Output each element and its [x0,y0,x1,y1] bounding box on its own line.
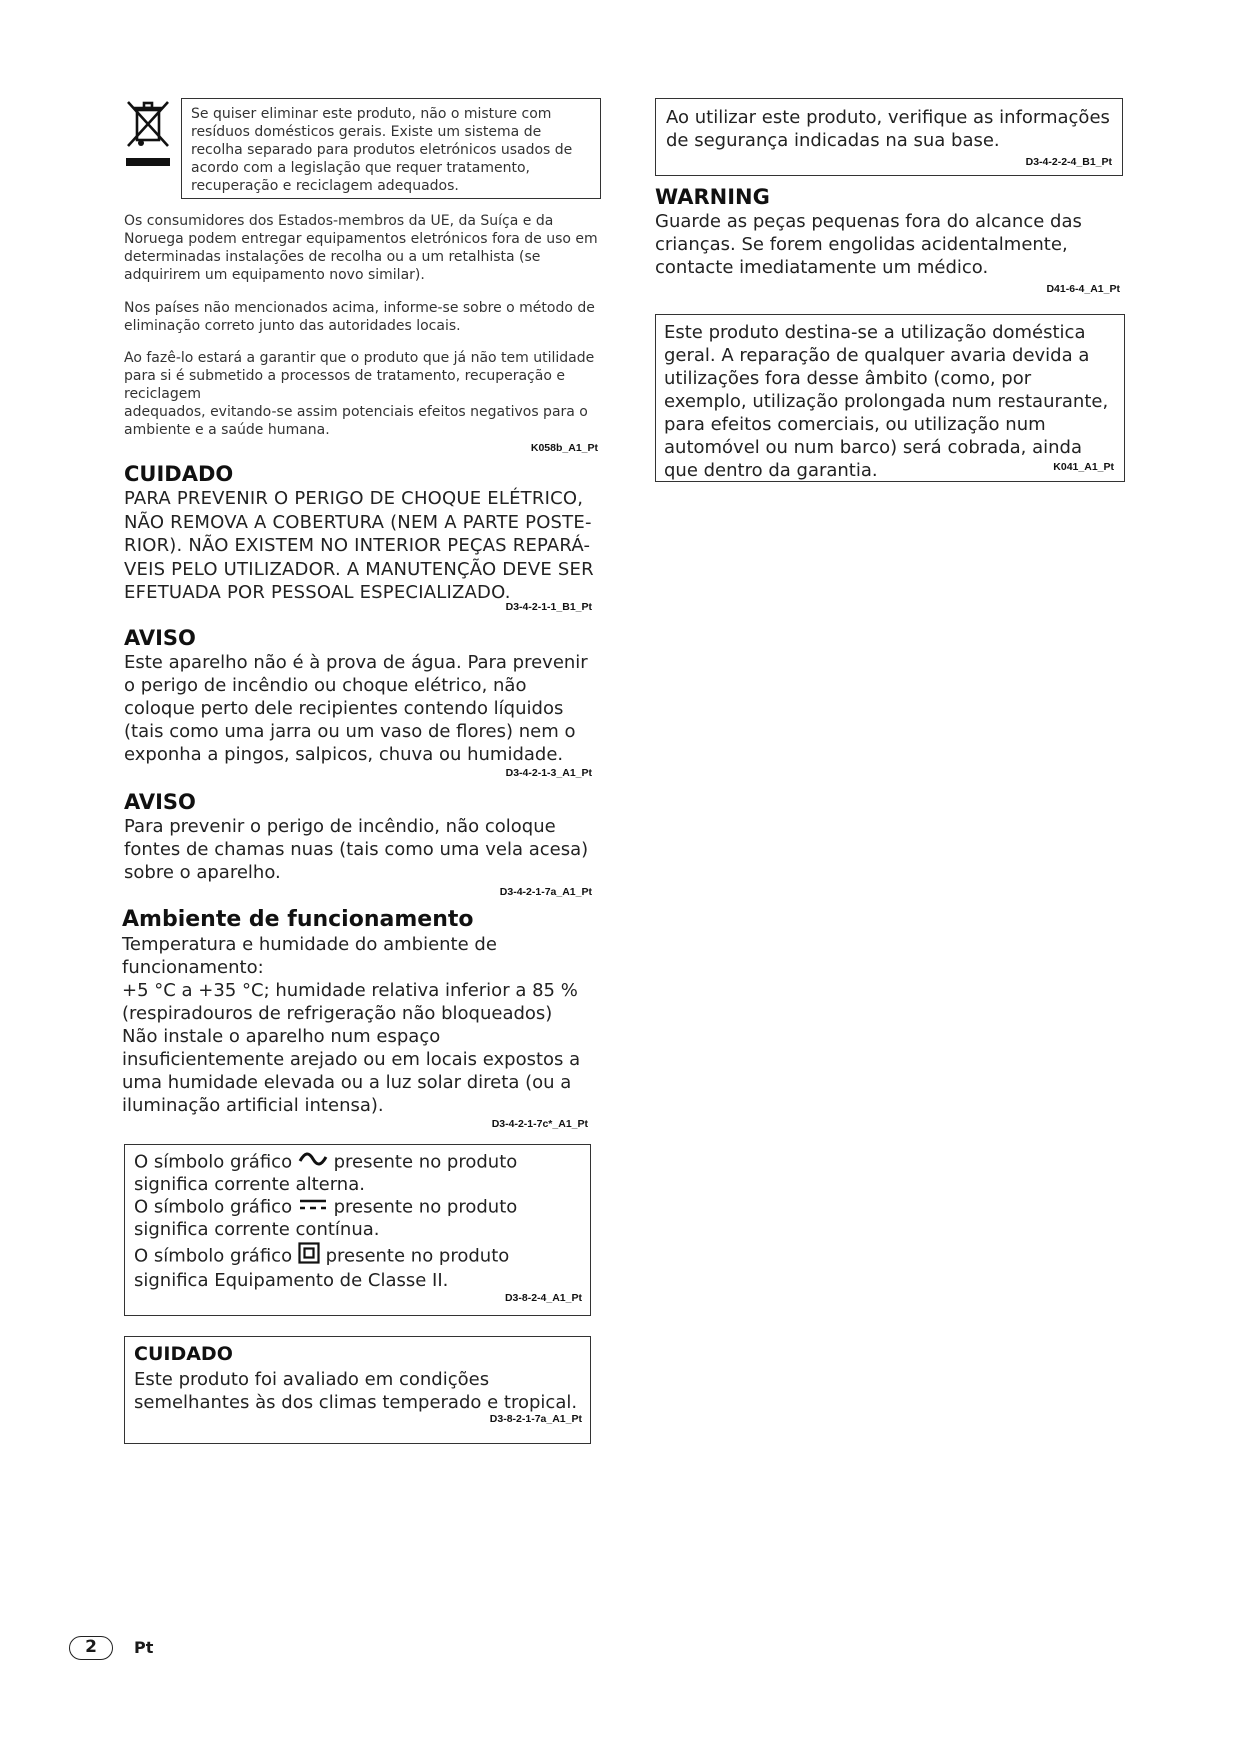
weee-benefit-paragraph-b: adequados, evitando-se assim potenciais efeitos negativos para o ambiente e a saúde humana. [124,404,588,438]
weee-other-countries-paragraph: Nos países não mencionados acima, informe-se sobre o método de eliminação correto junto das autoridades locais. [124,300,595,334]
direct-current-icon [298,1196,328,1219]
domestic-use-text: Este produto destina-se a utilização doméstica geral. A reparação de qualquer avaria devida a utilizações fora desse âmbito (como, por exemplo, utilização prolongada num restaurante, para efeitos comerciais, ou utilização num automóvel ou num barco) será cobrada, ainda que dentro da garantia. [664,322,1109,481]
page-number: 2 [85,1637,97,1657]
warning-small-parts-text: Guarde as peças pequenas fora do alcance das crianças. Se forem engolidas acidentalmente, contacte imediatamente um médico. [655,211,1082,278]
weee-consumers-paragraph: Os consumidores dos Estados-membros da UE, da Suíça e da Noruega podem entregar equipamentos eletrónicos fora de uso em determinadas instalações de recolha ou a um retalhista (se adquirirem um equipamento novo similar). [124,213,598,283]
cuidado-climate-text: Este produto foi avaliado em condições semelhantes às dos climas temperado e tropical. [134,1369,578,1413]
reference-code: D3-4-2-1-1_B1_Pt [505,601,592,613]
weee-benefit-paragraph-a: Ao fazê-lo estará a garantir que o produto que já não tem utilidade para si é submetido a processos de tratamento, recuperação e reciclagem [124,350,595,402]
reference-code: D3-4-2-1-3_A1_Pt [505,767,592,779]
dc-symbol-prefix: O símbolo gráfico [134,1196,293,1218]
ambiente-install-text: Não instale o aparelho num espaço insuficientemente arejado ou em locais expostos a uma humidade elevada ou a luz solar direta (ou a iluminação artificial intensa). [122,1026,581,1116]
dc-symbol-meaning: presente no produto significa corrente contínua. [134,1196,518,1240]
reference-code: D3-8-2-1-7a_A1_Pt [489,1413,582,1425]
page-number-badge [69,1636,113,1660]
reference-code: D3-4-2-1-7a_A1_Pt [499,886,592,898]
ambiente-heading: Ambiente de funcionamento [122,907,474,932]
weee-notice-text: Se quiser eliminar este produto, não o misture com resíduos domésticos gerais. Existe um sistema de recolha separado para produtos eletrónicos usados de acordo com a legislação que requer tratamento, recuperação e reciclagem adequados. [191,106,573,194]
domestic-use-box [655,314,1125,482]
cuidado-heading: CUIDADO [134,1343,233,1365]
ambiente-range-text: +5 °C a +35 °C; humidade relativa inferior a 85 % (respiradouros de refrigeração não bloqueados) [122,980,578,1024]
language-code: Pt [134,1638,154,1657]
ambiente-intro-text: Temperatura e humidade do ambiente de funcionamento: [122,934,497,978]
crossed-out-wheelie-bin-icon [124,98,172,170]
aviso-fire-text: Para prevenir o perigo de incêndio, não coloque fontes de chamas nuas (tais como uma vela acesa) sobre o aparelho. [124,816,589,883]
aviso-heading: AVISO [124,626,196,650]
reference-code: D3-8-2-4_A1_Pt [504,1292,582,1304]
cuidado-heading: CUIDADO [124,462,234,486]
class-ii-equipment-icon [298,1242,320,1271]
reference-code: K041_A1_Pt [1053,461,1114,473]
reference-code: D3-4-2-2-4_B1_Pt [1025,156,1112,168]
reference-code: D41-6-4_A1_Pt [1046,283,1120,295]
aviso-water-text: Este aparelho não é à prova de água. Para prevenir o perigo de incêndio ou choque elétrico, não coloque perto dele recipientes contendo líquidos (tais como uma jarra ou um vaso de flores) nem o exponha a pingos, salpicos, chuva ou humidade. [124,652,588,765]
reference-code: K058b_A1_Pt [530,442,598,454]
safety-info-box [655,98,1123,176]
aviso-heading: AVISO [124,790,196,814]
warning-heading: WARNING [655,185,770,209]
class2-symbol-meaning: presente no produto significa Equipamento de Classe II. [134,1244,510,1291]
cuidado-electric-shock-text: PARA PREVENIR O PERIGO DE CHOQUE ELÉTRICO, NÃO REMOVA A COBERTURA (NEM A PARTE POSTE-RIOR). NÃO EXISTEM NO INTERIOR PEÇAS REPARÁ-VEIS PELO UTILIZADOR. A MANUTENÇÃO DEVE SER EFETUADA POR PESSOAL ESPECIALIZADO. [124,488,594,603]
power-symbols-box [124,1144,591,1316]
alternating-current-icon [298,1151,328,1174]
ac-symbol-prefix: O símbolo gráfico [134,1151,293,1173]
weee-notice-box [181,98,601,199]
ac-symbol-meaning: presente no produto significa corrente alterna. [134,1151,518,1195]
reference-code: D3-4-2-1-7c*_A1_Pt [491,1118,588,1130]
cuidado-climate-box [124,1336,591,1444]
class2-symbol-prefix: O símbolo gráfico [134,1244,293,1266]
safety-info-text: Ao utilizar este produto, verifique as informações de segurança indicadas na sua base. [666,107,1110,151]
